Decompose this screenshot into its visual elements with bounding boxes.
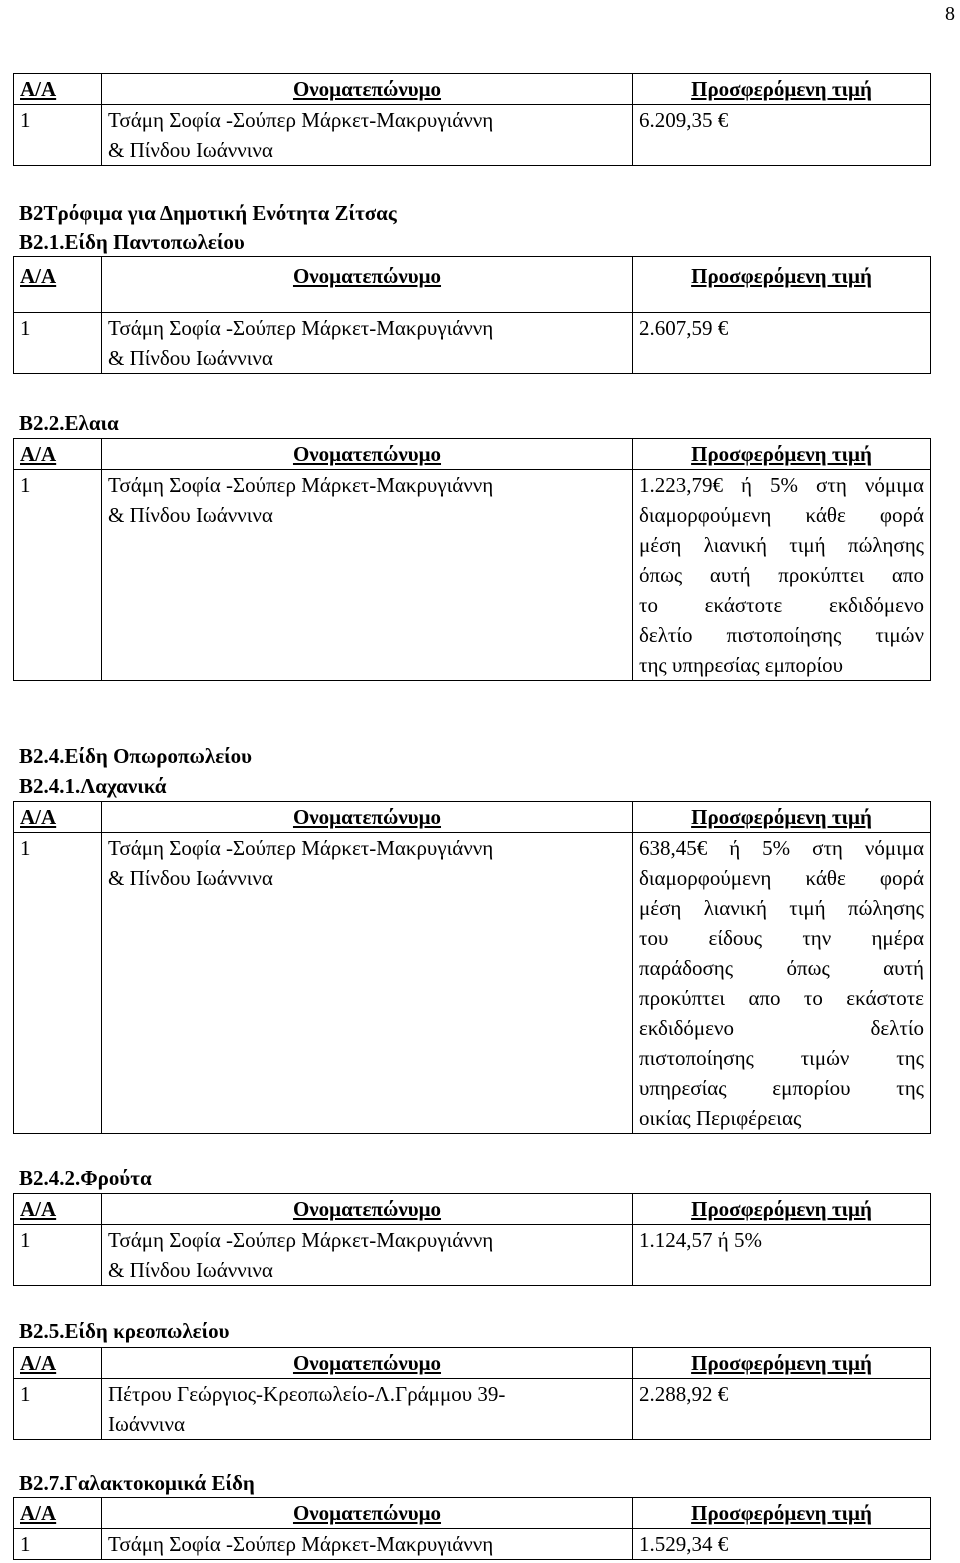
name-line: Τσάμη Σοφία -Σούπερ Μάρκετ-Μακρυγιάννη [108, 1228, 494, 1252]
row-name [102, 1529, 633, 1560]
table-header-row [14, 74, 931, 105]
header-price: Προσφερόμενη τιμή [633, 1498, 931, 1529]
name-line: Ιωάννινα [108, 1412, 185, 1436]
row-aa: 1 [14, 313, 102, 374]
section-heading: Β2.2.Ελαια [19, 411, 119, 435]
price-line: 1.124,57 ή 5% [639, 1228, 762, 1252]
price-line: μέση λιανική τιμή πώλησης [639, 896, 924, 920]
offer-table [13, 73, 931, 166]
name-line: Τσάμη Σοφία -Σούπερ Μάρκετ-Μακρυγιάννη [108, 836, 494, 860]
price-line: δελτίο πιστοποίησης τιμών [639, 623, 924, 647]
price-line: όπως αυτή προκύπτει απο [639, 563, 924, 587]
row-name [102, 313, 633, 374]
price-line: μέση λιανική τιμή πώλησης [639, 533, 924, 557]
header-name: Ονοματεπώνυμο [102, 439, 633, 470]
name-line: & Πίνδου Ιωάννινα [108, 346, 273, 370]
table-header-row [14, 439, 931, 470]
price-line: υπηρεσίας εμπορίου της [639, 1076, 924, 1100]
table-header-row [14, 1348, 931, 1379]
offer-table [13, 801, 931, 1134]
header-aa: Α/Α [14, 802, 102, 833]
header-name: Ονοματεπώνυμο [102, 257, 633, 313]
header-price: Προσφερόμενη τιμή [633, 257, 931, 313]
header-price: Προσφερόμενη τιμή [633, 1348, 931, 1379]
name-line: Τσάμη Σοφία -Σούπερ Μάρκετ-Μακρυγιάννη [108, 108, 494, 132]
table-header-row [14, 1194, 931, 1225]
price-line: 2.607,59 € [639, 316, 729, 340]
price-line: διαμορφούμενη κάθε φορά [639, 866, 924, 890]
row-price [633, 1529, 931, 1560]
name-line: Τσάμη Σοφία -Σούπερ Μάρκετ-Μακρυγιάννη [108, 316, 494, 340]
row-name [102, 1379, 633, 1440]
price-line: προκύπτει απο το εκάστοτε [639, 986, 924, 1010]
row-aa: 1 [14, 1225, 102, 1286]
row-aa: 1 [14, 1529, 102, 1560]
price-line: του είδους την ημέρα [639, 926, 924, 950]
name-line: Πέτρου Γεώργιος-Κρεοπωλείο-Λ.Γράμμου 39- [108, 1382, 506, 1406]
price-line: 638,45€ ή 5% στη νόμιμα [639, 836, 924, 860]
name-line: & Πίνδου Ιωάννινα [108, 138, 273, 162]
header-aa: Α/Α [14, 439, 102, 470]
price-line: 1.529,34 € [639, 1532, 729, 1556]
name-line: & Πίνδου Ιωάννινα [108, 503, 273, 527]
row-name [102, 833, 633, 1134]
name-line: & Πίνδου Ιωάννινα [108, 866, 273, 890]
row-aa: 1 [14, 1379, 102, 1440]
header-name: Ονοματεπώνυμο [102, 802, 633, 833]
header-aa: Α/Α [14, 257, 102, 313]
name-line: Τσάμη Σοφία -Σούπερ Μάρκετ-Μακρυγιάννη [108, 473, 494, 497]
price-line: το εκάστοτε εκδιδόμενο [639, 593, 924, 617]
price-line: της υπηρεσίας εμπορίου [639, 653, 844, 677]
table-row [14, 105, 931, 166]
price-line: διαμορφούμενη κάθε φορά [639, 503, 924, 527]
row-price [633, 105, 931, 166]
header-name: Ονοματεπώνυμο [102, 74, 633, 105]
row-aa: 1 [14, 833, 102, 1134]
table-row [14, 1379, 931, 1440]
table-row [14, 833, 931, 1134]
row-aa: 1 [14, 470, 102, 681]
name-line: Τσάμη Σοφία -Σούπερ Μάρκετ-Μακρυγιάννη [108, 1532, 494, 1556]
row-name [102, 470, 633, 681]
header-aa: Α/Α [14, 1348, 102, 1379]
offer-table [13, 256, 931, 374]
header-name: Ονοματεπώνυμο [102, 1498, 633, 1529]
row-name [102, 1225, 633, 1286]
price-line: εκδιδόμενο δελτίο [639, 1016, 924, 1040]
header-aa: Α/Α [14, 1498, 102, 1529]
header-name: Ονοματεπώνυμο [102, 1194, 633, 1225]
section-heading: Β2Τρόφιμα για Δημοτική Ενότητα Ζίτσας [19, 201, 397, 225]
offer-table [13, 1497, 931, 1560]
table-header-row [14, 802, 931, 833]
row-price [633, 1225, 931, 1286]
table-row [14, 1529, 931, 1560]
header-price: Προσφερόμενη τιμή [633, 1194, 931, 1225]
table-row [14, 470, 931, 681]
header-price: Προσφερόμενη τιμή [633, 802, 931, 833]
header-name: Ονοματεπώνυμο [102, 1348, 633, 1379]
table-row [14, 1225, 931, 1286]
row-price [633, 313, 931, 374]
header-price: Προσφερόμενη τιμή [633, 74, 931, 105]
row-price [633, 470, 931, 681]
section-heading: Β2.5.Είδη κρεοπωλείου [19, 1319, 230, 1343]
header-aa: Α/Α [14, 1194, 102, 1225]
header-aa: Α/Α [14, 74, 102, 105]
price-line: 6.209,35 € [639, 108, 729, 132]
offer-table [13, 438, 931, 681]
row-price [633, 1379, 931, 1440]
section-heading: Β2.7.Γαλακτοκομικά Είδη [19, 1471, 255, 1495]
name-line: & Πίνδου Ιωάννινα [108, 1258, 273, 1282]
page-number: 8 [945, 3, 955, 25]
price-line: 2.288,92 € [639, 1382, 729, 1406]
section-heading: Β2.4.1.Λαχανικά [19, 774, 167, 798]
offer-table [13, 1193, 931, 1286]
header-price: Προσφερόμενη τιμή [633, 439, 931, 470]
section-heading: Β2.1.Είδη Παντοπωλείου [19, 230, 245, 254]
table-row [14, 313, 931, 374]
price-line: οικίας Περιφέρειας [639, 1106, 802, 1130]
table-header-row [14, 257, 931, 313]
price-line: παράδοσης όπως αυτή [639, 956, 924, 980]
section-heading: Β2.4.Είδη Οπωροπωλείου [19, 744, 253, 768]
section-heading: Β2.4.2.Φρούτα [19, 1166, 152, 1190]
row-name [102, 105, 633, 166]
offer-table [13, 1347, 931, 1440]
row-price [633, 833, 931, 1134]
row-aa: 1 [14, 105, 102, 166]
price-line: 1.223,79€ ή 5% στη νόμιμα [639, 473, 924, 497]
table-header-row [14, 1498, 931, 1529]
price-line: πιστοποίησης τιμών της [639, 1046, 924, 1070]
